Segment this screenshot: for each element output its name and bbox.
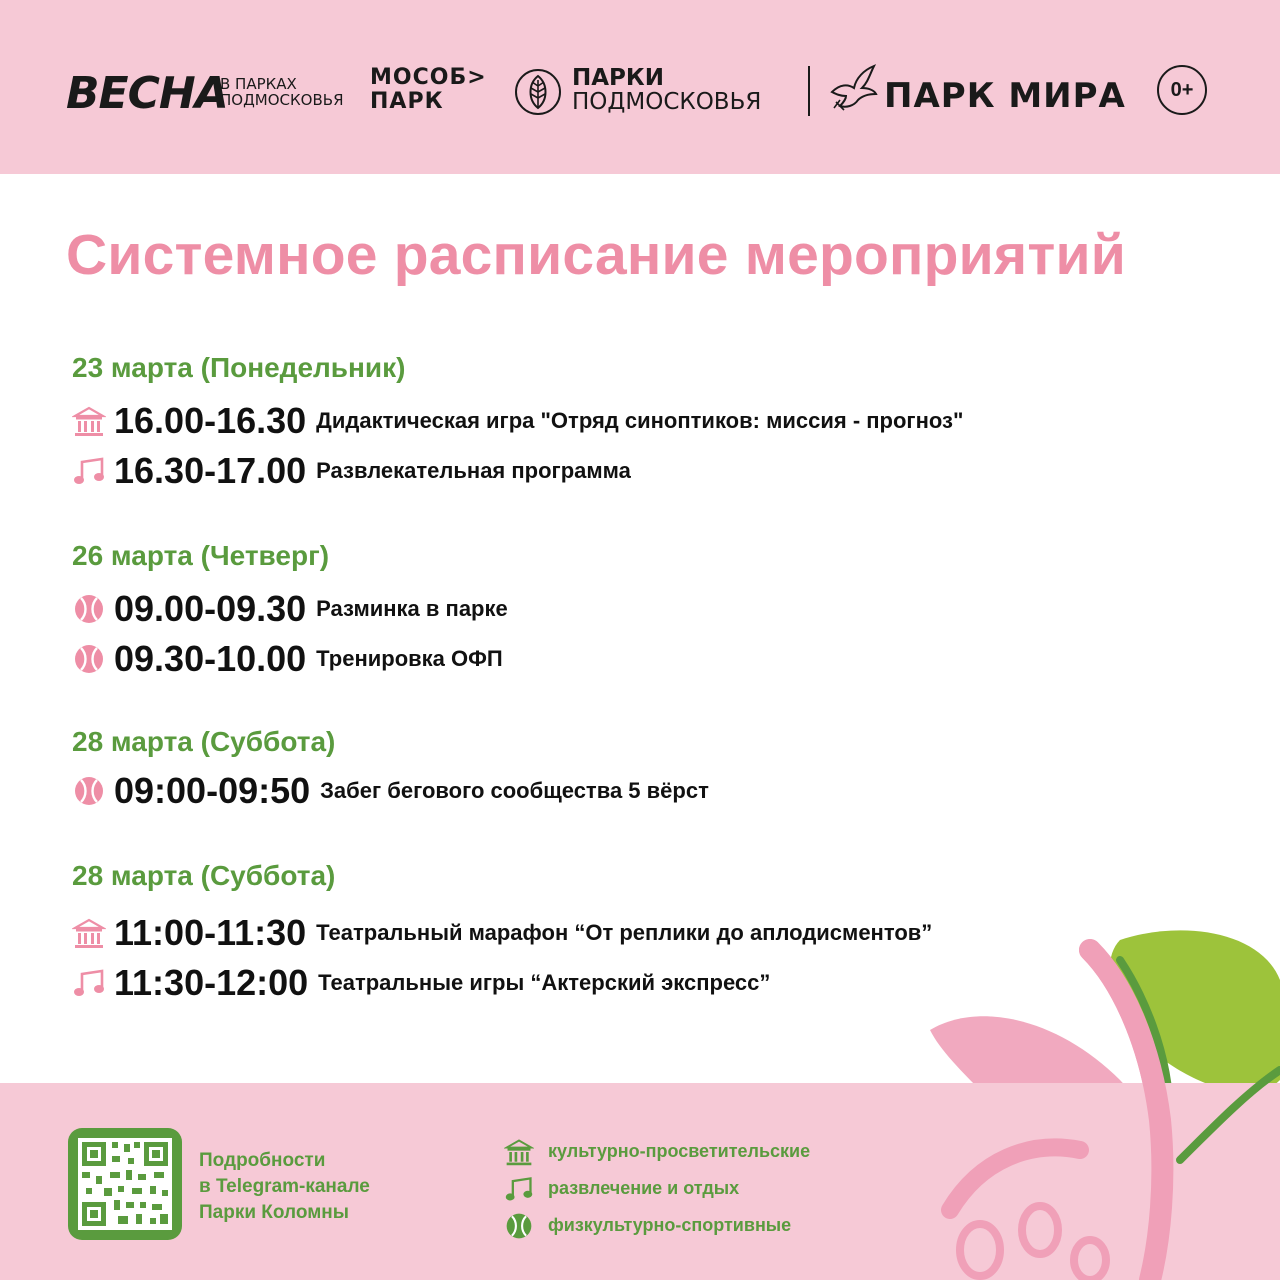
event-title: Развлекательная программа [316,458,631,483]
event-row [72,584,1072,634]
day-block [72,858,1072,1008]
dove-icon [828,62,880,114]
ball-icon [72,774,106,808]
event-title: Театральный марафон “От реплики до аплодисментов” [316,920,933,945]
music-note-icon [72,966,106,1000]
event-title: Дидактическая игра "Отряд синоптиков: миссия - прогноз" [316,408,964,433]
event-title: Забег бегового сообщества 5 вёрст [320,778,709,803]
event-time: 09.00-09.30 [114,588,307,629]
event-time: 11:00-11:30 [114,912,307,953]
day-heading: 23 марта (Понедельник) [72,352,406,383]
museum-icon [504,1137,534,1167]
day-heading: 28 марта (Суббота) [72,860,336,891]
vesna-subtitle-line2: ПОДМОСКОВЬЯ [220,91,344,109]
legend-label: физкультурно-спортивные [548,1215,792,1235]
event-title: Разминка в парке [316,596,508,621]
event-time: 09.30-10.00 [114,638,307,679]
legend-label: культурно-просветительские [548,1141,811,1161]
day-heading: 28 марта (Суббота) [72,726,336,757]
leaf-emblem-icon [514,68,562,116]
telegram-note [199,1148,370,1226]
museum-icon [72,404,106,438]
music-note-icon [504,1174,534,1204]
day-heading: 26 марта (Четверг) [72,540,330,571]
vesna-subtitle-line1: В ПАРКАХ [220,75,297,93]
day-block [72,538,1072,684]
parki-line1: ПАРКИ [572,65,664,91]
mosobpark-logo [370,66,487,114]
day-block [72,350,1072,496]
event-title: Тренировка ОФП [316,646,503,671]
mosobpark-line2: ПАРК [370,89,444,114]
parki-podmoskovya-logo [572,66,761,114]
ball-icon [504,1211,534,1241]
legend-item [504,1133,810,1170]
event-row [72,634,1072,684]
mosobpark-line1: МОСОБ> [370,65,487,90]
museum-icon [72,916,106,950]
qr-code-pattern [78,1138,172,1230]
event-row [72,908,1072,958]
legend-item [504,1170,810,1207]
ball-icon [72,642,106,676]
vesna-subtitle [220,76,344,108]
legend [504,1133,810,1244]
legend-label: развлечение и отдых [548,1178,740,1198]
ball-icon [72,592,106,626]
event-title: Театральные игры “Актерский экспресс” [318,970,771,995]
parki-line2: ПОДМОСКОВЬЯ [572,89,762,115]
event-row [72,958,1072,1008]
header-divider [808,66,810,116]
event-time: 16.00-16.30 [114,400,307,441]
vesna-logo: ВЕСНА [66,68,228,119]
music-note-icon [72,454,106,488]
event-row [72,396,1072,446]
event-row [72,766,1072,816]
event-row [72,446,1072,496]
event-time: 16.30-17.00 [114,450,307,491]
telegram-note-line1: Подробности [199,1150,326,1171]
qr-code[interactable] [68,1128,182,1240]
legend-item [504,1207,810,1244]
age-rating-badge: 0+ [1157,65,1207,115]
page-title: Системное расписание мероприятий [66,223,1126,287]
telegram-note-line3: Парки Коломны [199,1202,349,1223]
event-time: 11:30-12:00 [114,962,309,1003]
telegram-note-line2: в Telegram-канале [199,1176,370,1197]
park-mira-logo: ПАРК МИРА [884,76,1126,116]
day-block [72,724,1072,816]
event-time: 09:00-09:50 [114,770,311,811]
